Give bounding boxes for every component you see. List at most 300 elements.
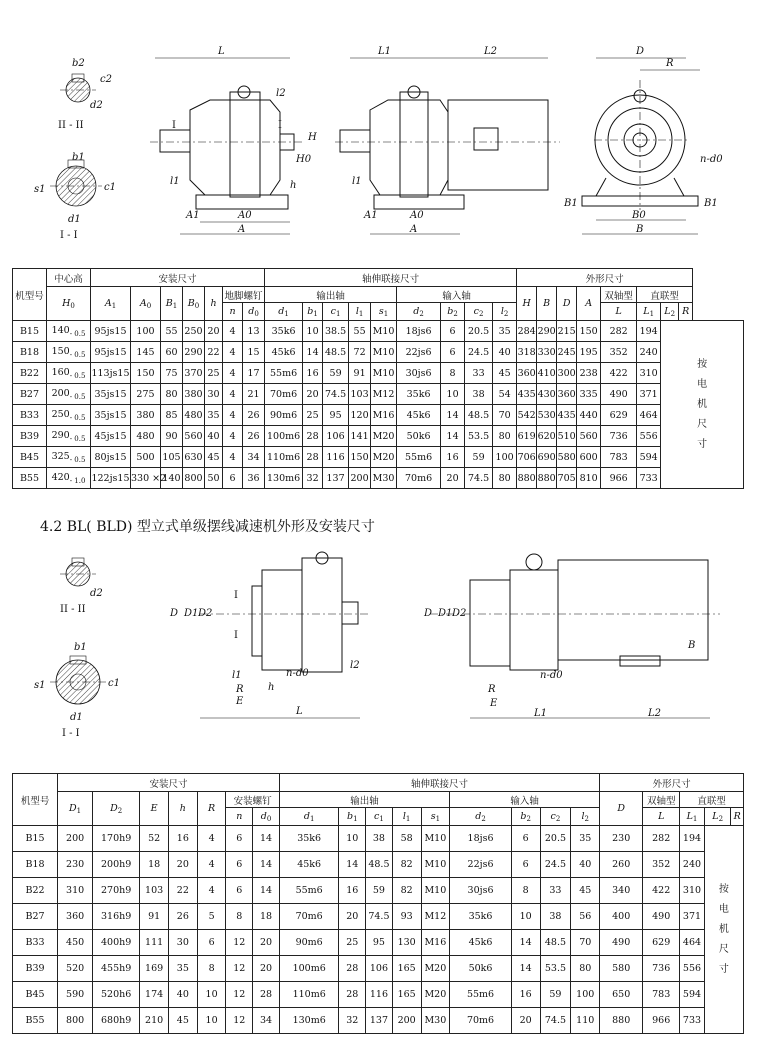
cell-model: B55 xyxy=(13,468,47,489)
cell-H0-value: 420 xyxy=(51,471,70,483)
table-row xyxy=(13,468,744,489)
cell-d1: 100m6 xyxy=(279,956,339,982)
cell-d1: 35k6 xyxy=(279,826,339,852)
cell-B1: 85 xyxy=(161,405,183,426)
cell-L: 783 xyxy=(601,447,637,468)
cell-d2: 18js6 xyxy=(450,826,512,852)
cell-d2: 45k6 xyxy=(450,930,512,956)
table-1-body xyxy=(13,321,744,489)
cell-s1: M10 xyxy=(371,321,397,342)
cell-D2: 170h9 xyxy=(93,826,140,852)
cell-A: 150 xyxy=(577,321,601,342)
section-mark: I xyxy=(172,120,176,131)
cell-n: 8 xyxy=(226,904,253,930)
cell-R: 8 xyxy=(197,956,226,982)
cell-D1: 520 xyxy=(58,956,93,982)
cell-D2: 520h6 xyxy=(93,982,140,1008)
cell-E: 91 xyxy=(140,904,169,930)
table-row xyxy=(13,321,744,342)
cell-b1: 28 xyxy=(339,956,366,982)
cell-model: B27 xyxy=(13,904,58,930)
cell-H0-value: 325 xyxy=(51,450,70,462)
cell-A1: 95js15 xyxy=(91,342,131,363)
header-L: L xyxy=(601,303,637,321)
cell-d2: 55m6 xyxy=(397,447,441,468)
dim-label: L2 xyxy=(648,708,662,719)
cell-d1: 130m6 xyxy=(265,468,303,489)
cell-c2: 38 xyxy=(540,904,571,930)
cell-A1: 95js15 xyxy=(91,321,131,342)
cell-B0: 250 xyxy=(183,321,205,342)
cell-B0: 370 xyxy=(183,363,205,384)
cell-h: 25 xyxy=(205,363,223,384)
cell-B0: 800 xyxy=(183,468,205,489)
dim-label: L xyxy=(296,706,303,717)
cell-R: 4 xyxy=(197,852,226,878)
cell-d1: 70m6 xyxy=(279,904,339,930)
cell-l2: 70 xyxy=(493,405,517,426)
cell-c2: 74.5 xyxy=(465,468,493,489)
cell-l1: 58 xyxy=(392,826,421,852)
cell-l1: 55 xyxy=(349,321,371,342)
cell-l1: 120 xyxy=(349,405,371,426)
cell-s1: M10 xyxy=(371,342,397,363)
table-row xyxy=(13,982,744,1008)
cell-L: 629 xyxy=(601,405,637,426)
cell-H0 xyxy=(47,447,91,468)
cell-H0-tolerance: - 0.5 xyxy=(69,392,86,401)
cell-D2: 680h9 xyxy=(93,1008,140,1034)
header-E: E xyxy=(140,792,169,826)
figure-1-svg xyxy=(0,0,760,268)
cell-B1: 90 xyxy=(161,426,183,447)
table-row xyxy=(13,904,744,930)
cell-H0 xyxy=(47,384,91,405)
cell-d0: 36 xyxy=(243,468,265,489)
header-b1s: $b_1$ xyxy=(303,303,323,321)
cell-h: 22 xyxy=(168,878,197,904)
cell-R: 4 xyxy=(197,878,226,904)
cell-E: 18 xyxy=(140,852,169,878)
cell-n: 6 xyxy=(226,852,253,878)
cell-H0-value: 150 xyxy=(51,345,70,357)
section-label: I - I xyxy=(62,728,80,739)
cell-D2: 400h9 xyxy=(93,930,140,956)
dim-label: l2 xyxy=(276,88,286,99)
cell-d2: 30js6 xyxy=(397,363,441,384)
cell-d2: 22js6 xyxy=(397,342,441,363)
dim-label: b1 xyxy=(72,152,85,163)
cell-n: 6 xyxy=(223,468,243,489)
cell-model: B15 xyxy=(13,826,58,852)
cell-c2: 20.5 xyxy=(465,321,493,342)
cell-d1: 45k6 xyxy=(279,852,339,878)
cell-b2: 6 xyxy=(441,321,465,342)
cell-H: 435 xyxy=(517,384,537,405)
cell-B1: 140 xyxy=(161,468,183,489)
cell-d2: 70m6 xyxy=(397,468,441,489)
cell-h: 45 xyxy=(205,447,223,468)
header-output-shaft-2: 输出轴 xyxy=(279,792,449,808)
note-text: 按电机尺寸 xyxy=(718,883,729,975)
cell-A: 335 xyxy=(577,384,601,405)
dim-label: l1 xyxy=(232,670,242,681)
cell-D2: 316h9 xyxy=(93,904,140,930)
cell-c2: 48.5 xyxy=(465,405,493,426)
cell-model: B22 xyxy=(13,363,47,384)
reducer-side-view xyxy=(150,46,317,235)
cell-B: 410 xyxy=(537,363,557,384)
cell-n: 4 xyxy=(223,342,243,363)
cell-n: 4 xyxy=(223,363,243,384)
cell-L: 352 xyxy=(643,852,680,878)
cell-b2: 14 xyxy=(511,930,540,956)
cell-B0: 560 xyxy=(183,426,205,447)
cell-n: 12 xyxy=(226,1008,253,1034)
cell-B0: 290 xyxy=(183,342,205,363)
cell-A: 238 xyxy=(577,363,601,384)
cell-n: 4 xyxy=(223,447,243,468)
cell-l2: 35 xyxy=(571,826,600,852)
cell-c1: 116 xyxy=(366,982,393,1008)
cell-A: 600 xyxy=(577,447,601,468)
cell-s1: M10 xyxy=(421,878,450,904)
dim-label: L1 xyxy=(534,708,548,719)
cell-d0: 26 xyxy=(243,426,265,447)
dim-label: B1 xyxy=(704,198,718,209)
cell-L1: 733 xyxy=(680,1008,705,1034)
cell-L1: 733 xyxy=(637,468,661,489)
cell-b2: 20 xyxy=(511,1008,540,1034)
cell-d0: 18 xyxy=(253,904,280,930)
cell-H: 542 xyxy=(517,405,537,426)
cell-H0 xyxy=(47,426,91,447)
cell-D2: 455h9 xyxy=(93,956,140,982)
cell-D: 435 xyxy=(557,405,577,426)
cell-L1: 240 xyxy=(637,342,661,363)
section-i-view xyxy=(34,152,116,241)
dim-label: d1 xyxy=(68,214,81,225)
table-row xyxy=(13,405,744,426)
cell-d0: 21 xyxy=(243,384,265,405)
dim-label: b2 xyxy=(72,58,85,69)
cell-H: 619 xyxy=(517,426,537,447)
cell-d1: 55m6 xyxy=(265,363,303,384)
cell-l2: 40 xyxy=(493,342,517,363)
dim-label: L1 xyxy=(378,46,392,57)
cell-A0: 150 xyxy=(131,363,161,384)
cell-L: 966 xyxy=(643,1008,680,1034)
cell-A0: 100 xyxy=(131,321,161,342)
header-s1: $s_1$ xyxy=(371,303,397,321)
cell-l1: 82 xyxy=(392,878,421,904)
cell-model: B55 xyxy=(13,1008,58,1034)
dim-label: l1 xyxy=(170,176,180,187)
cell-L1: 594 xyxy=(680,982,705,1008)
header-D2: $D_2$ xyxy=(93,792,140,826)
cell-H0 xyxy=(47,405,91,426)
cell-A1: 122js15 xyxy=(91,468,131,489)
header-input-shaft-2: 输入轴 xyxy=(450,792,600,808)
cell-D: 580 xyxy=(600,956,643,982)
cell-H: 706 xyxy=(517,447,537,468)
cell-l1: 91 xyxy=(349,363,371,384)
cell-d0: 20 xyxy=(253,930,280,956)
table-row xyxy=(13,447,744,468)
cell-l2: 70 xyxy=(571,930,600,956)
cell-L1: 194 xyxy=(637,321,661,342)
section-mark: I xyxy=(234,630,238,641)
header-d2-2: $d_2$ xyxy=(450,808,512,826)
header-c2: $c_2$ xyxy=(465,303,493,321)
dim-label: d2 xyxy=(90,100,103,111)
cell-d0: 34 xyxy=(253,1008,280,1034)
cell-L: 490 xyxy=(601,384,637,405)
cell-D: 650 xyxy=(600,982,643,1008)
cell-d1: 110m6 xyxy=(265,447,303,468)
cell-l1: 141 xyxy=(349,426,371,447)
header-R: R xyxy=(679,303,693,321)
cell-D: 400 xyxy=(600,904,643,930)
cell-L1: 240 xyxy=(680,852,705,878)
dim-label: L2 xyxy=(484,46,498,57)
cell-R: 10 xyxy=(197,1008,226,1034)
cell-c1: 116 xyxy=(323,447,349,468)
cell-c1: 95 xyxy=(323,405,349,426)
cell-L1: 194 xyxy=(680,826,705,852)
cell-A0: 145 xyxy=(131,342,161,363)
dim-label: B xyxy=(688,640,696,651)
cell-b1: 20 xyxy=(303,384,323,405)
cell-b1: 14 xyxy=(339,852,366,878)
cell-L: 490 xyxy=(643,904,680,930)
cell-b2: 8 xyxy=(441,363,465,384)
cell-H0-tolerance: - 0.5 xyxy=(69,434,86,443)
header-L-2: L xyxy=(643,808,680,826)
header-double-shaft: 双轴型 xyxy=(601,287,637,303)
table-2-body xyxy=(13,826,744,1034)
cell-l1: 200 xyxy=(392,1008,421,1034)
section-heading: 4.2 BL( BLD) 型立式单级摆线减速机外形及安装尺寸 xyxy=(40,519,375,535)
cell-D1: 310 xyxy=(58,878,93,904)
cell-R: 4 xyxy=(197,826,226,852)
cell-s1: M10 xyxy=(371,363,397,384)
header-shaft-size-2: 轴伸联接尺寸 xyxy=(279,774,599,792)
cell-d1: 70m6 xyxy=(265,384,303,405)
cell-n: 12 xyxy=(226,930,253,956)
cell-H0 xyxy=(47,342,91,363)
cell-note xyxy=(661,321,744,489)
cell-D1: 800 xyxy=(58,1008,93,1034)
cell-b2: 10 xyxy=(441,384,465,405)
cell-c1: 59 xyxy=(323,363,349,384)
header-h: h xyxy=(205,287,223,321)
header-model-2: 机型号 xyxy=(13,774,58,826)
dim-label: H0 xyxy=(296,154,312,165)
cell-d0: 26 xyxy=(243,405,265,426)
cell-B1: 60 xyxy=(161,342,183,363)
cell-b2: 14 xyxy=(441,405,465,426)
section-label: II - II xyxy=(58,120,84,131)
reducer-front-view xyxy=(563,46,723,235)
cell-c1: 38.5 xyxy=(323,321,349,342)
dim-label: R xyxy=(666,58,674,69)
cell-D: 215 xyxy=(557,321,577,342)
cell-D1: 590 xyxy=(58,982,93,1008)
cell-c1: 95 xyxy=(366,930,393,956)
cell-b1: 28 xyxy=(339,982,366,1008)
cell-L1: 310 xyxy=(680,878,705,904)
cell-c2: 53.5 xyxy=(465,426,493,447)
cell-c2: 24.5 xyxy=(465,342,493,363)
cell-b2: 16 xyxy=(511,982,540,1008)
cell-B0: 630 xyxy=(183,447,205,468)
section-mark: I xyxy=(278,120,282,131)
cell-b2: 20 xyxy=(441,468,465,489)
table-row xyxy=(13,363,744,384)
header-h-2: h xyxy=(168,792,197,826)
cell-l2: 54 xyxy=(493,384,517,405)
cell-L: 282 xyxy=(601,321,637,342)
cell-b1: 25 xyxy=(339,930,366,956)
cell-l1: 150 xyxy=(349,447,371,468)
dim-label: h xyxy=(290,180,297,191)
cell-d2: 30js6 xyxy=(450,878,512,904)
table-row xyxy=(13,930,744,956)
cell-d1: 55m6 xyxy=(279,878,339,904)
header-input-shaft: 输入轴 xyxy=(397,287,517,303)
header-R-2: R xyxy=(197,792,226,826)
cell-c1: 137 xyxy=(323,468,349,489)
cell-D: 360 xyxy=(557,384,577,405)
header-center-height: 中心高 xyxy=(47,269,91,287)
section-label: I - I xyxy=(60,230,78,241)
cell-c2: 48.5 xyxy=(540,930,571,956)
cell-B0: 480 xyxy=(183,405,205,426)
cell-D1: 450 xyxy=(58,930,93,956)
cell-b2: 14 xyxy=(441,426,465,447)
cell-A1: 80js15 xyxy=(91,447,131,468)
cell-L: 736 xyxy=(601,426,637,447)
cell-c2: 53.5 xyxy=(540,956,571,982)
cell-l1: 165 xyxy=(392,982,421,1008)
cell-L1: 371 xyxy=(680,904,705,930)
cell-B1: 80 xyxy=(161,384,183,405)
cell-b2: 6 xyxy=(511,852,540,878)
dim-label: c1 xyxy=(108,678,120,689)
header-d2: $d_2$ xyxy=(397,303,441,321)
cell-D: 490 xyxy=(600,930,643,956)
cell-b1: 16 xyxy=(303,363,323,384)
table-vertical-reducer-dimensions xyxy=(12,773,744,1034)
cell-H0 xyxy=(47,363,91,384)
cell-n: 4 xyxy=(223,384,243,405)
cell-model: B45 xyxy=(13,447,47,468)
cell-L: 736 xyxy=(643,956,680,982)
cell-c2: 33 xyxy=(540,878,571,904)
header-direct-coupled: 直联型 xyxy=(637,287,693,303)
cell-L: 282 xyxy=(643,826,680,852)
cell-E: 103 xyxy=(140,878,169,904)
cell-R: 10 xyxy=(197,982,226,1008)
cell-note xyxy=(704,826,743,1034)
table-horizontal-reducer-dimensions xyxy=(12,268,744,489)
dim-label: s1 xyxy=(34,184,46,195)
header-d1-2: $d_1$ xyxy=(279,808,339,826)
dim-label: D xyxy=(170,608,179,619)
table-row xyxy=(13,384,744,405)
cell-A: 560 xyxy=(577,426,601,447)
header-L1-2: $L_1$ xyxy=(680,808,705,826)
dim-label: R xyxy=(488,684,496,695)
cell-d1: 35k6 xyxy=(265,321,303,342)
cell-L1: 556 xyxy=(637,426,661,447)
figure-2-drawings xyxy=(0,540,760,770)
reducer-motor-side-view xyxy=(335,46,560,235)
dim-label: A xyxy=(410,224,418,235)
cell-b1: 10 xyxy=(303,321,323,342)
table-row xyxy=(13,826,744,852)
section-i-view-2 xyxy=(34,642,120,739)
dim-label: D xyxy=(424,608,433,619)
header-outline-size: 外形尺寸 xyxy=(517,269,693,287)
dim-label: A xyxy=(238,224,246,235)
cell-D1: 360 xyxy=(58,904,93,930)
cell-model: B15 xyxy=(13,321,47,342)
cell-D: 300 xyxy=(557,363,577,384)
cell-s1: M20 xyxy=(371,447,397,468)
cell-h: 45 xyxy=(168,1008,197,1034)
cell-B1: 105 xyxy=(161,447,183,468)
header-foot-bolt: 地脚螺钉 xyxy=(223,287,265,303)
cell-D: 245 xyxy=(557,342,577,363)
cell-l2: 40 xyxy=(571,852,600,878)
dim-label: B1 xyxy=(564,198,578,209)
header-l1-2: $l_1$ xyxy=(392,808,421,826)
cell-R: 5 xyxy=(197,904,226,930)
cell-c1: 59 xyxy=(366,878,393,904)
cell-D: 510 xyxy=(557,426,577,447)
dim-label: n-d0 xyxy=(700,154,723,165)
cell-D: 880 xyxy=(600,1008,643,1034)
cell-h: 30 xyxy=(168,930,197,956)
header-l2: $l_2$ xyxy=(493,303,517,321)
header-output-shaft: 输出轴 xyxy=(265,287,397,303)
cell-E: 174 xyxy=(140,982,169,1008)
cell-H0-tolerance: - 0.5 xyxy=(69,455,86,464)
header-c1: $c_1$ xyxy=(323,303,349,321)
cell-h: 40 xyxy=(168,982,197,1008)
header-outline-size-2: 外形尺寸 xyxy=(600,774,744,792)
cell-l2: 100 xyxy=(493,447,517,468)
header-b1: $B_1$ xyxy=(161,287,183,321)
cell-s1: M30 xyxy=(421,1008,450,1034)
cell-b1: 14 xyxy=(303,342,323,363)
cell-l2: 45 xyxy=(571,878,600,904)
cell-c2: 74.5 xyxy=(540,1008,571,1034)
cell-n: 12 xyxy=(226,982,253,1008)
cell-d0: 13 xyxy=(243,321,265,342)
header-b2-2: $b_2$ xyxy=(511,808,540,826)
cell-d2: 45k6 xyxy=(397,405,441,426)
cell-c1: 74.5 xyxy=(323,384,349,405)
cell-A: 195 xyxy=(577,342,601,363)
cell-h: 50 xyxy=(205,468,223,489)
header-shaft-size: 轴伸联接尺寸 xyxy=(265,269,517,287)
cell-B: 880 xyxy=(537,468,557,489)
cell-l2: 110 xyxy=(571,1008,600,1034)
cell-l1: 93 xyxy=(392,904,421,930)
